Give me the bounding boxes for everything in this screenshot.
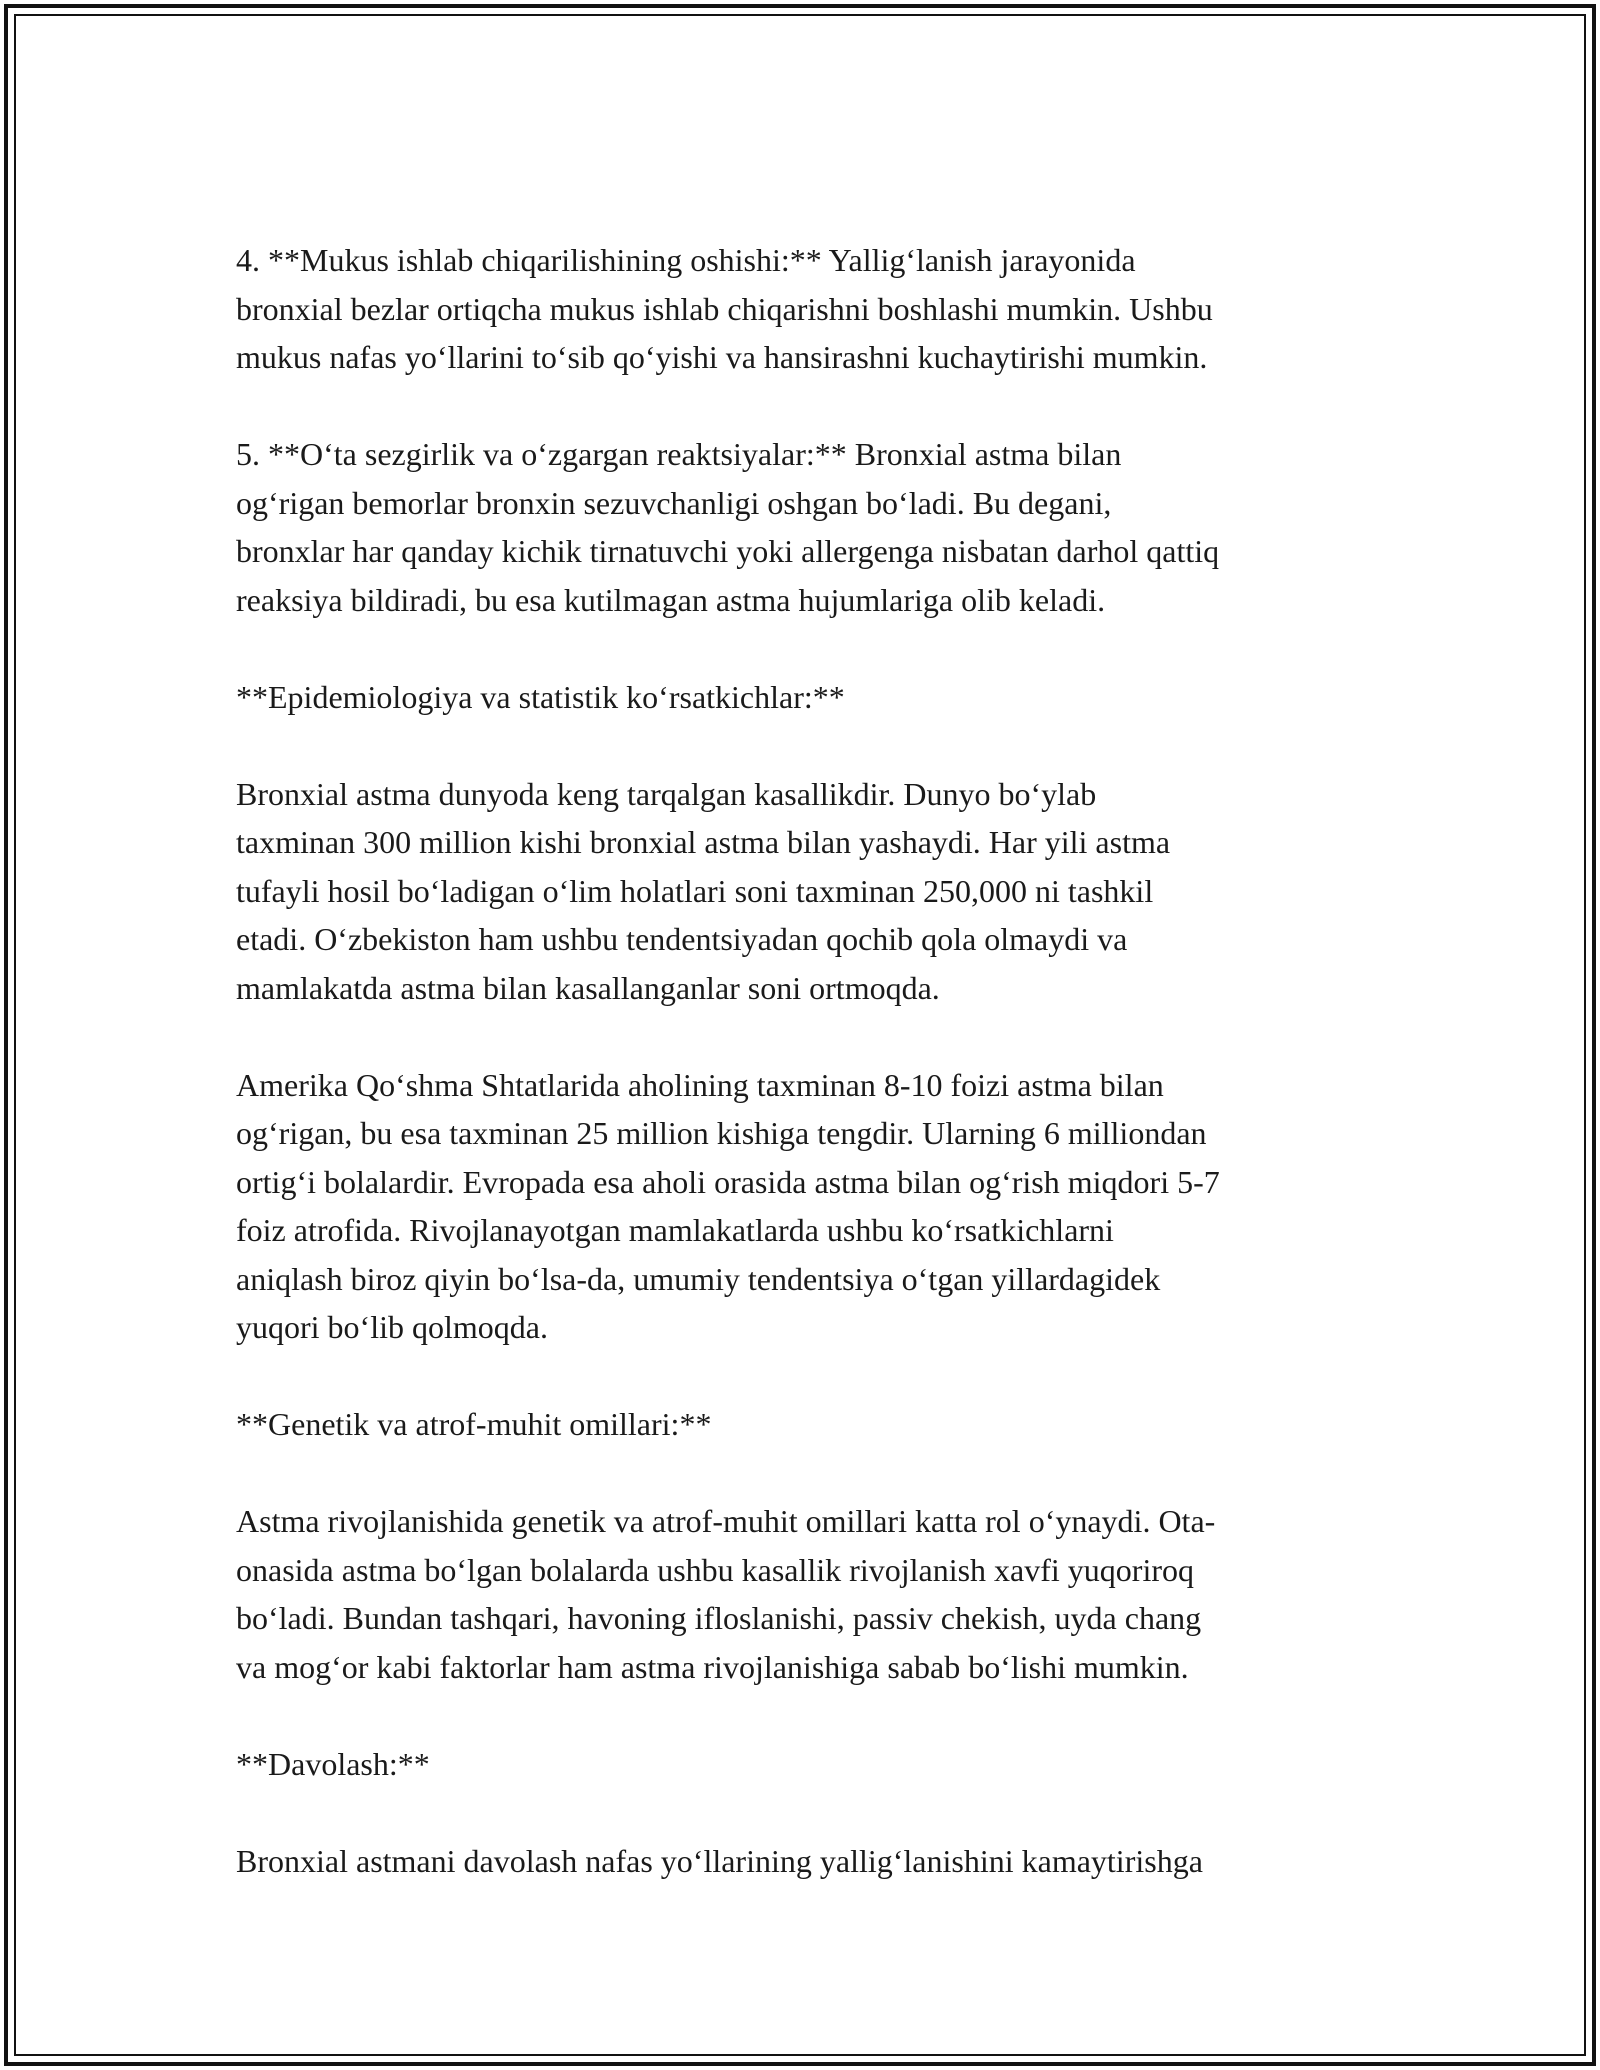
paragraph-genetic-factors: Astma rivojlanishida genetik va atrof-muhit omillari katta rol o‘ynaydi. Ota- onasida astma bo‘lgan bolalarda ushbu kasallik rivojlanish xavfi yuqoriroq bo‘ladi. Bundan tashqari, havoning ifloslanishi, passiv chekish, uyda chang va mog‘or kabi faktorlar ham astma rivojlanishiga sabab bo‘lishi mumkin. [236,1503,1216,1685]
paragraph-mucus-production: 4. **Mukus ishlab chiqarilishining oshishi:** Yallig‘lanish jarayonida bronxial bezlar ortiqcha mukus ishlab chiqarishni boshlashi mumkin. Ushbu mukus nafas yo‘llarini to‘sib qo‘yishi va hansirashni kuchaytirishi mumkin. [236,242,1213,375]
paragraph-treatment: Bronxial astmani davolash nafas yo‘llarining yallig‘lanishini kamaytirishga [236,1842,1203,1879]
paragraph-hypersensitivity: 5. **O‘ta sezgirlik va o‘zgargan reaktsiyalar:** Bronxial astma bilan og‘rigan bemorlar bronxin sezuvchanligi oshgan bo‘ladi. Bu degani, bronxlar har qanday kichik tirnatuvchi yoki allergenga nisbatan darhol qattiq reaksiya bildiradi, bu esa kutilmagan astma hujumlariga olib keladi. [236,436,1220,618]
heading-genetic-environmental: **Genetik va atrof-muhit omillari:** [236,1406,712,1442]
paragraph-usa-europe-statistics: Amerika Qo‘shma Shtatlarida aholining taxminan 8-10 foizi astma bilan og‘rigan, bu esa taxminan 25 million kishiga tengdir. Ularning 6 milliondan ortig‘i bolalardir. Evropada esa aholi orasida astma bilan og‘rish miqdori 5-7 foiz atrofida. Rivojlanayotgan mamlakatlarda ushbu ko‘rsatkichlarni aniqlash biroz qiyin bo‘lsa-da, umumiy tendentsiya o‘tgan yillardagidek yuqori bo‘lib qolmoqda. [236,1066,1220,1345]
heading-epidemiology: **Epidemiologiya va statistik ko‘rsatkichlar:** [236,678,845,715]
paragraph-world-statistics: Bronxial astma dunyoda keng tarqalgan kasallikdir. Dunyo bo‘ylab taxminan 300 million kishi bronxial astma bilan yashaydi. Har yili astma tufayli hosil bo‘ladigan o‘lim holatlari soni taxminan 250,000 ni tashkil etadi. O‘zbekiston ham ushbu tendentsiyadan qochib qola olmaydi va mamlakatda astma bilan kasallanganlar soni ortmoqda. [236,775,1171,1006]
heading-treatment: **Davolash:** [236,1745,430,1782]
document-body [236,236,1376,1885]
